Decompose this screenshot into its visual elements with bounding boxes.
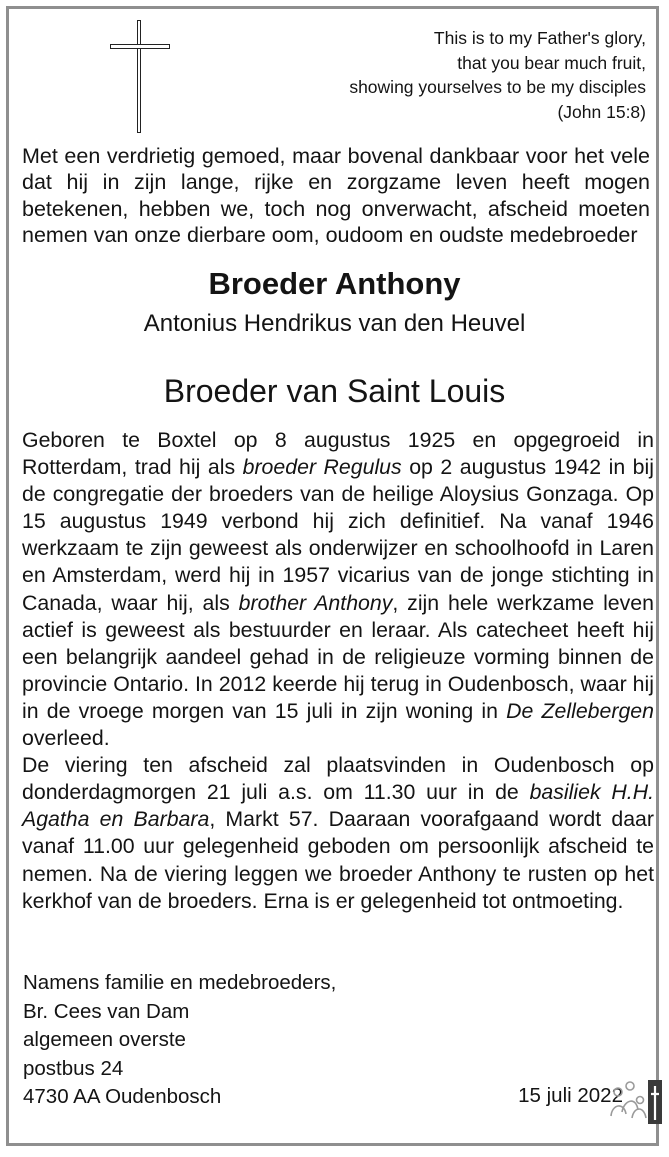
announcement-date: 15 juli 2022 (518, 1084, 623, 1107)
bio-italic: De Zellebergen (506, 698, 654, 723)
signoff-line: 4730 AA Oudenbosch (23, 1085, 222, 1109)
bio-text: De viering ten afscheid zal plaatsvinden in Oudenbosch op donderdagmorgen 21 juli a.s. om 11.30 uur in de (22, 753, 654, 805)
bible-verse (349, 26, 646, 124)
signoff-line: Namens familie en medebroeders, (23, 971, 337, 994)
bio-italic: brother Anthony (238, 590, 393, 615)
bio-text: , Markt 57. Daaraan voorafgaand wordt daar vanaf 11.00 uur gelegenheid geboden om persoonlijk afscheid te nemen. Na de viering leggen we broeder Anthony te rusten op het kerkhof van de broeders. Erna is er gelegenheid tot ontmoeting. (22, 807, 654, 913)
signoff-line: Br. Cees van Dam (23, 999, 190, 1023)
verse-reference: (John 15:8) (557, 101, 646, 122)
bio-text: overleed. (22, 726, 110, 751)
intro-text: Met een verdrietig gemoed, maar bovenal dankbaar voor het vele dat hij in zijn lange, rijke en zorgzame leven heeft mogen betekenen, hebben we, toch nog onverwacht, afscheid moeten nemen van onze dierbare oom, oudoom en oudste medebroeder (22, 144, 650, 248)
deceased-name: Broeder Anthony (208, 266, 461, 301)
bio-italic: broeder Regulus (242, 455, 402, 480)
biography (22, 427, 654, 915)
bio-italic: basiliek H.H. Agatha en Barbara (22, 780, 654, 832)
bio-text: , zijn hele werkzame leven actief is geweest als bestuurder en leraar. Als catecheet heeft hij een belangrijk aandeel gehad in de religieuze vorming binnen de provincie Ontario. In 2012 keerde hij terug in Oudenbosch, waar hij in de vroege morgen van 15 juli in zijn woning in (22, 590, 654, 723)
verse-line: This is to my Father's glory, (433, 28, 646, 48)
verse-line: that you bear much fruit, (457, 52, 646, 73)
family-logo-icon (604, 1076, 666, 1126)
verse-line: showing yourselves to be my disciples (349, 77, 646, 97)
religious-order: Broeder van Saint Louis (163, 373, 506, 409)
biography-paragraph (22, 427, 654, 752)
bio-text: op 2 augustus 1942 in bij de congregatie der broeders van de heilige Aloysius Gonzaga. Op 15 augustus 1949 verbond hij zich definitief. Na vanaf 1946 werkzaam te zijn geweest als onderwijzer en schoolhoofd in Laren en Amsterdam, werd hij in 1957 vicarius van de jonge stichting in Canada, waar hij, als (22, 455, 654, 615)
deceased-full-name: Antonius Hendrikus van den Heuvel (143, 310, 526, 337)
signoff-line: algemeen overste (23, 1028, 186, 1052)
bio-text: Geboren te Boxtel op 8 augustus 1925 en opgegroeid in Rotterdam, trad hij als (22, 428, 654, 480)
signoff-line: postbus 24 (23, 1056, 124, 1080)
signoff (23, 969, 336, 1112)
funeral-paragraph (22, 752, 654, 915)
